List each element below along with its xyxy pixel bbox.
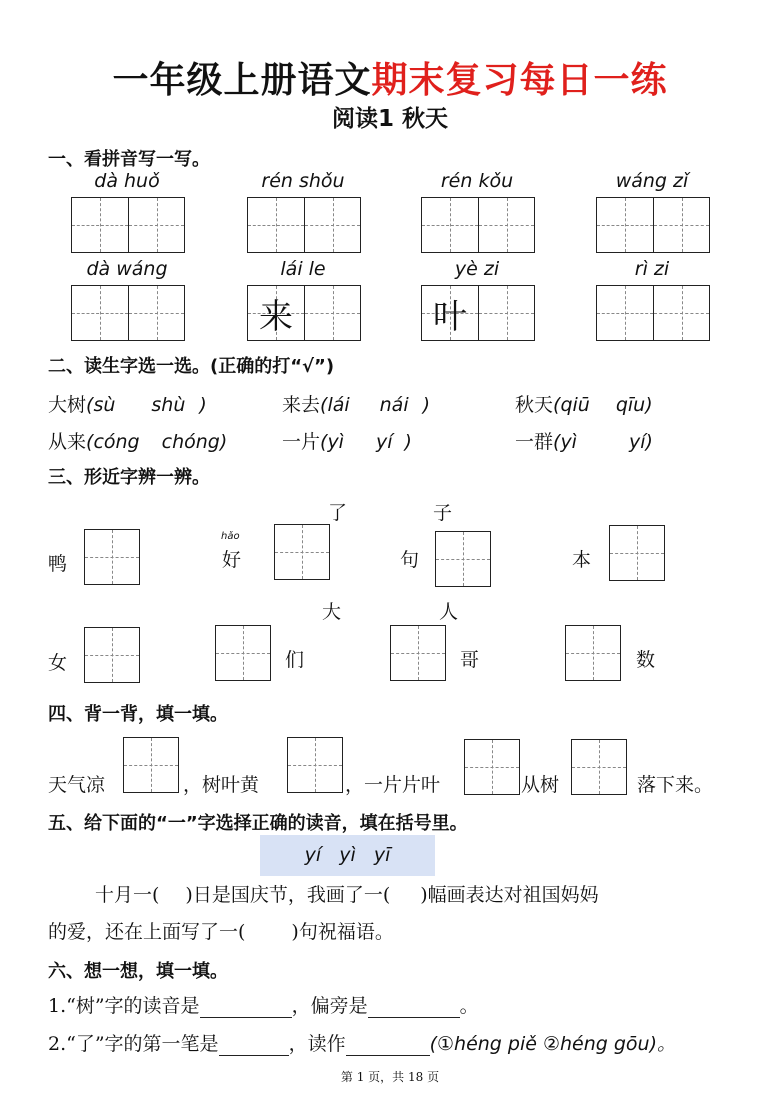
writing-grid-renkou[interactable] — [421, 197, 535, 253]
page-title — [0, 52, 780, 103]
choice-yiqun[interactable]: 一群(yì yí) — [515, 431, 653, 453]
pinyin-dawang: dà wáng — [86, 258, 168, 280]
pinyin-renshou: rén shǒu — [261, 170, 345, 192]
poem-part4: 从树 — [521, 774, 560, 796]
fill-box-men[interactable] — [215, 625, 271, 681]
pinyin-wangzi: wáng zǐ — [615, 170, 689, 192]
section1-heading: 一、看拼音写一写。 — [48, 149, 210, 170]
fill-box-poem4[interactable] — [571, 739, 627, 795]
char-ren: 人 — [439, 601, 459, 623]
blank-q1-reading[interactable] — [200, 995, 292, 1018]
pinyin-dahuo: dà huǒ — [94, 170, 160, 192]
choice-dashu[interactable]: 大树(sù shù ) — [48, 394, 207, 416]
writing-grid-dawang[interactable] — [71, 285, 185, 341]
fill-box-ben[interactable] — [609, 525, 665, 581]
char-ben: 本 — [572, 549, 592, 571]
fill-box-ge[interactable] — [390, 625, 446, 681]
blank-q1-radical[interactable] — [368, 995, 460, 1018]
choice-yipian[interactable]: 一片(yì yí ) — [282, 431, 412, 453]
section2-heading: 二、读生字选一选。(正确的打“√”) — [48, 356, 335, 377]
writing-grid-rizi[interactable] — [596, 285, 710, 341]
char-da: 大 — [322, 601, 342, 623]
page-footer: 第 1 页，共 18 页 — [340, 1070, 440, 1084]
char-ya: 鸭 — [48, 553, 68, 575]
char-men: 们 — [285, 649, 305, 671]
section6-heading: 六、想一想，填一填。 — [48, 961, 228, 982]
prefilled-lai: 来 — [259, 296, 293, 337]
char-shu: 数 — [636, 649, 656, 671]
char-zi: 子 — [433, 502, 453, 524]
writing-grid-wangzi[interactable] — [596, 197, 710, 253]
fill-box-hao[interactable] — [274, 524, 330, 580]
fill-box-ya[interactable] — [84, 529, 140, 585]
char-le: 了 — [328, 502, 348, 524]
pinyin-hao: hǎo — [221, 531, 240, 542]
fill-box-poem1[interactable] — [123, 737, 179, 793]
fill-box-ju[interactable] — [435, 531, 491, 587]
fill-box-shu[interactable] — [565, 625, 621, 681]
passage-line2: 的爱，还在上面写了一( )句祝福语。 — [48, 921, 394, 943]
reading-options-box — [260, 835, 435, 876]
pinyin-rizi: rì zi — [634, 258, 670, 280]
choice-laiqu[interactable]: 来去(lái nái ) — [282, 394, 431, 416]
page-subtitle: 阅读1 秋天 — [331, 106, 448, 132]
poem-part1: 天气凉 — [48, 774, 106, 796]
char-ju: 句 — [400, 549, 420, 571]
char-nv: 女 — [48, 652, 68, 674]
question-2: 2.“了”字的第一笔是 ，读作 (①héng piě ②héng gōu)。 — [48, 1033, 677, 1055]
char-hao: 好 — [222, 549, 242, 571]
writing-grid-laile[interactable] — [247, 285, 361, 341]
passage-line1: 十月一( )日是国庆节，我画了一( )幅画表达对祖国妈妈 — [95, 884, 599, 906]
poem-part5: 落下来。 — [637, 774, 714, 796]
section4-heading: 四、背一背，填一填。 — [48, 704, 228, 725]
prefilled-ye: 叶 — [433, 296, 467, 337]
title-red: 期末复习每日一练 — [371, 60, 668, 101]
fill-box-nv[interactable] — [84, 627, 140, 683]
question-1: 1.“树”字的读音是 ，偏旁是 。 — [48, 995, 479, 1017]
section3-heading: 三、形近字辨一辨。 — [48, 467, 210, 488]
fill-box-poem3[interactable] — [464, 739, 520, 795]
choice-qiutian[interactable]: 秋天(qiū qīu) — [515, 394, 653, 416]
choice-conglai[interactable]: 从来(cóng chóng) — [48, 431, 228, 453]
title-black: 一年级上册语文 — [112, 60, 372, 101]
blank-q2-read[interactable] — [346, 1033, 430, 1056]
writing-grid-renshou[interactable] — [247, 197, 361, 253]
writing-grid-dahuo[interactable] — [71, 197, 185, 253]
blank-q2-stroke[interactable] — [219, 1033, 289, 1056]
poem-part2: ，树叶黄 — [183, 774, 260, 796]
poem-part3: ，一片片叶 — [345, 774, 441, 796]
pinyin-laile: lái le — [280, 258, 326, 280]
char-ge: 哥 — [460, 649, 480, 671]
pinyin-yezi: yè zi — [454, 258, 500, 280]
writing-grid-yezi[interactable] — [421, 285, 535, 341]
reading-options: yí yì yī — [304, 844, 391, 866]
fill-box-poem2[interactable] — [287, 737, 343, 793]
pinyin-renkou: rén kǒu — [440, 170, 514, 192]
section5-heading: 五、给下面的“一”字选择正确的读音，填在括号里。 — [48, 813, 468, 834]
